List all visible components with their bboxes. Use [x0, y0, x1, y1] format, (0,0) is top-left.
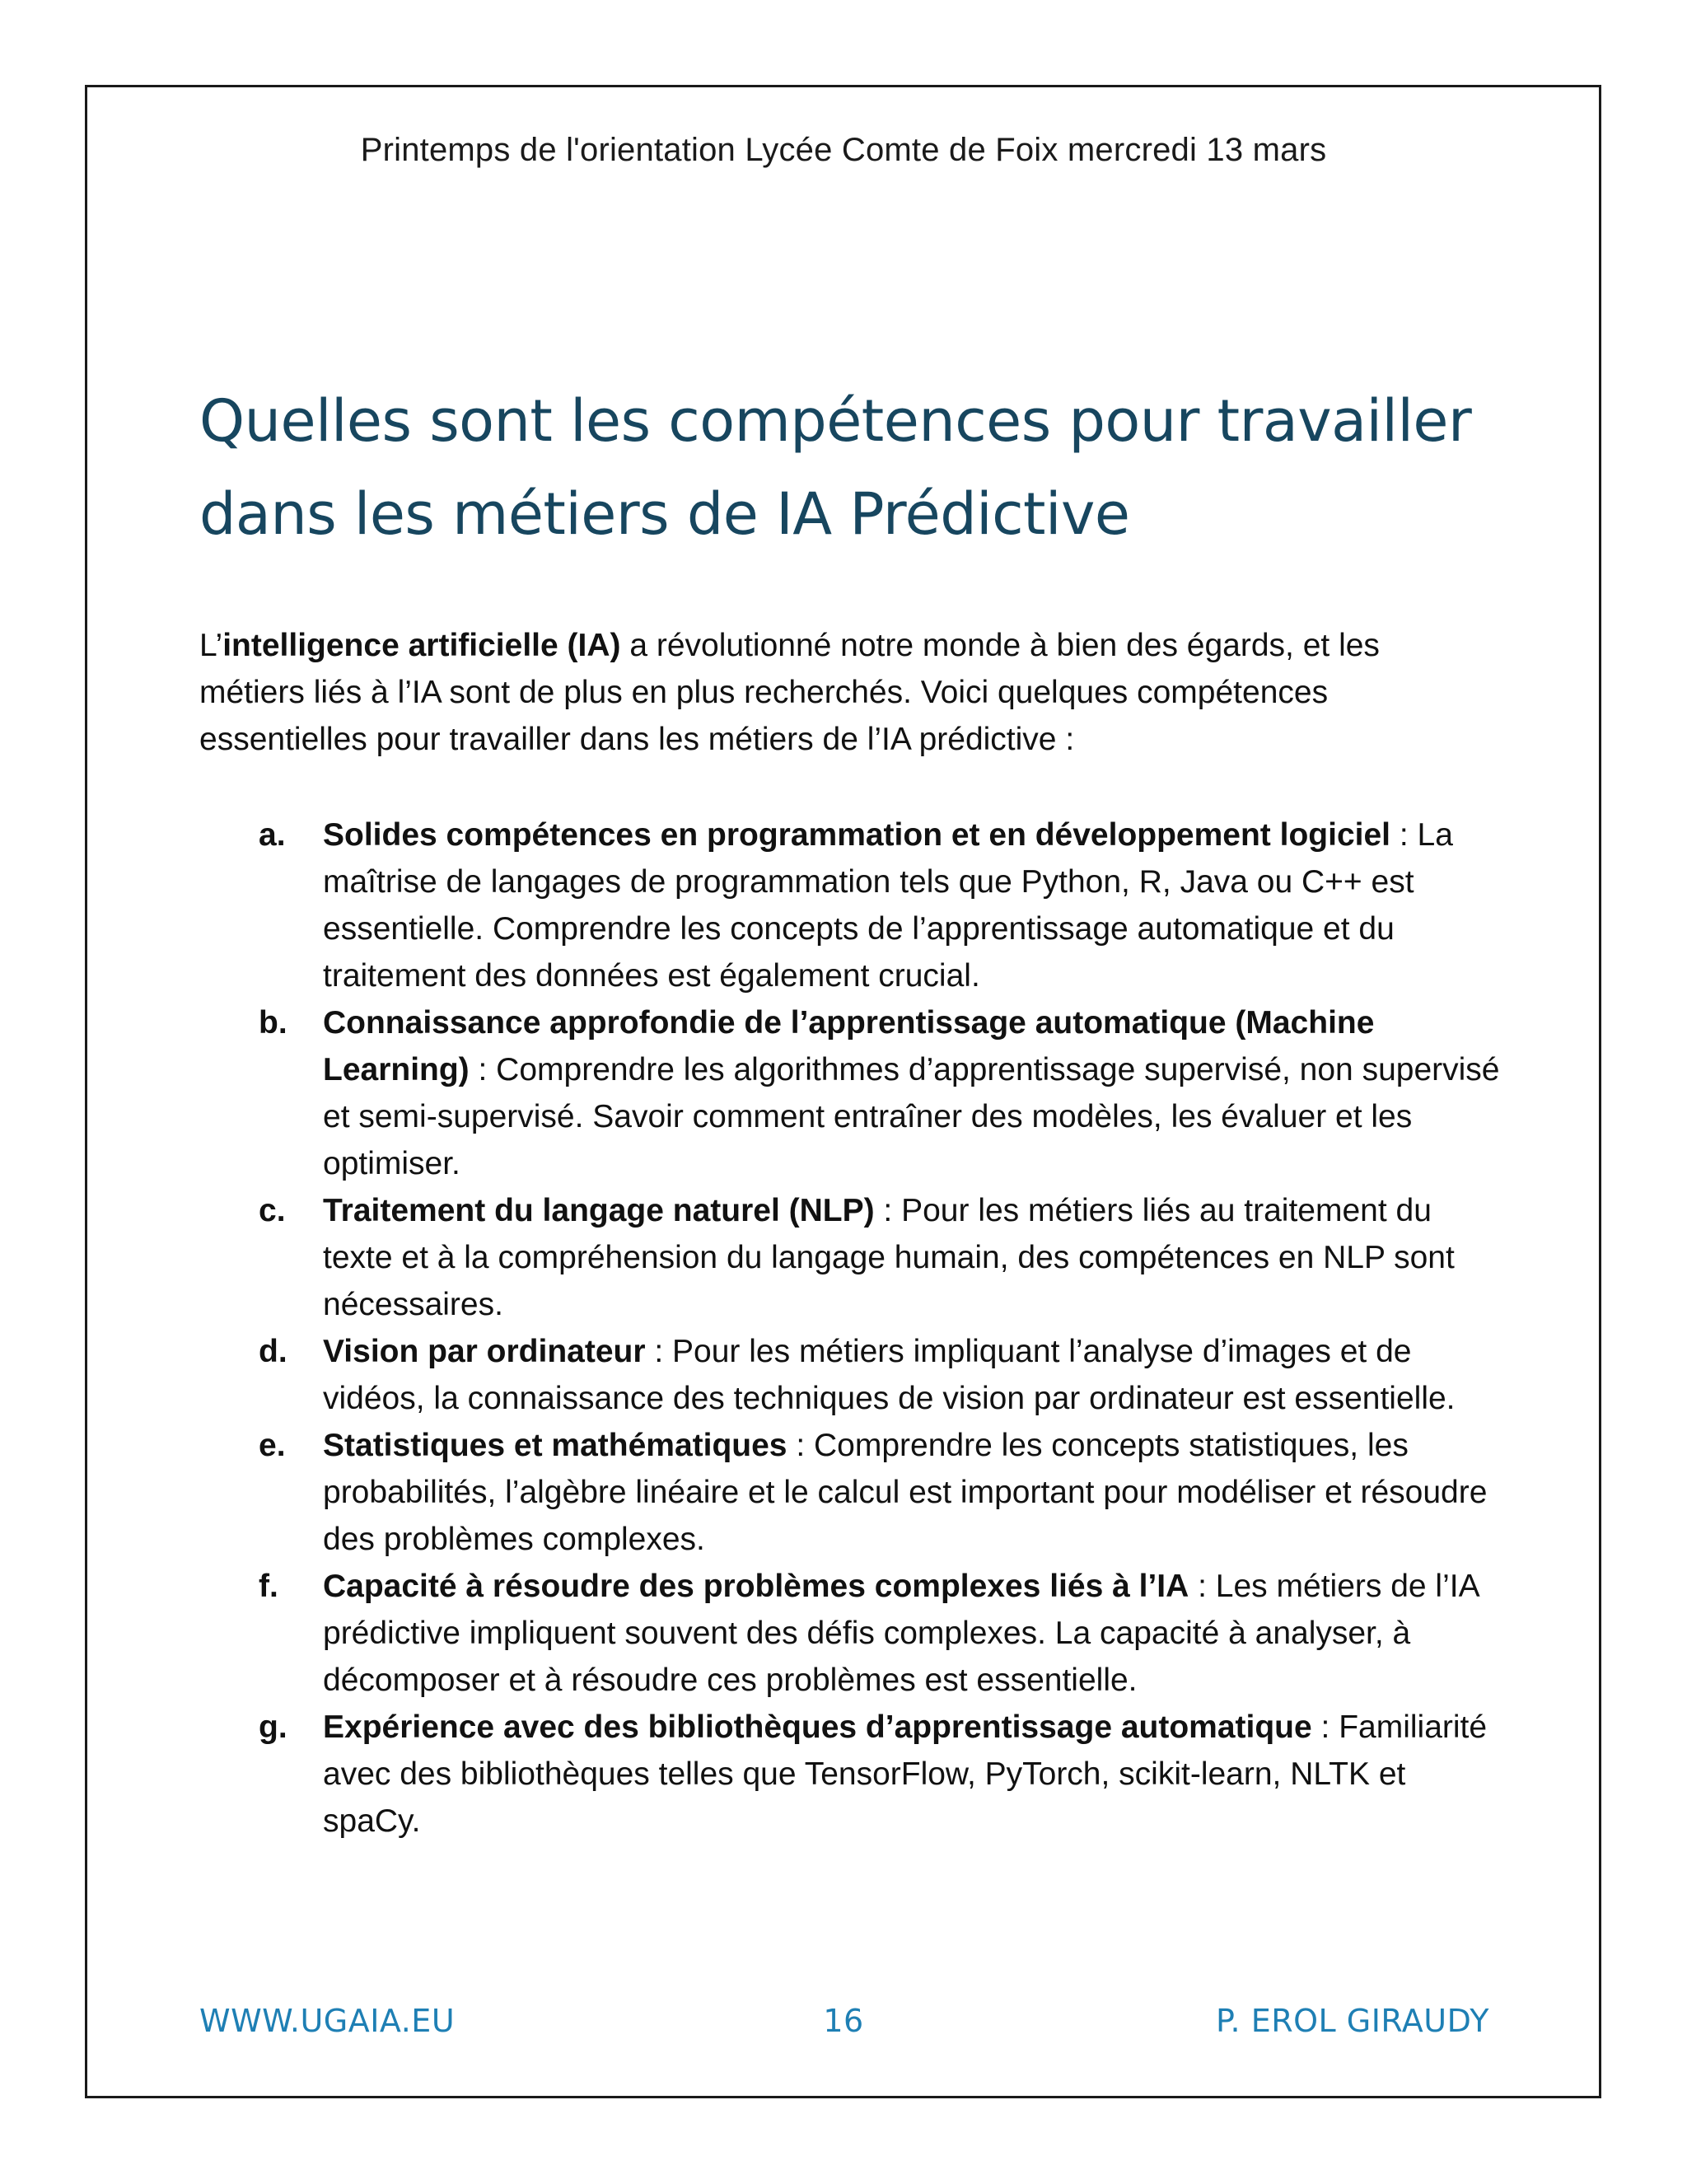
list-marker: c.	[259, 1193, 286, 1228]
intro-text-after: a révolutionné notre monde à bien des égards, et les métiers liés à l’IA sont de plus en plus recherchés. Voici quelques compétences essentielles pour travailler dans les métiers de l’IA prédictive :	[199, 628, 1380, 757]
skill-description: : Les métiers de l’IA prédictive impliquent souvent des défis complexes. La capacité à analyser, à décomposer et à résoudre ces problèmes est essentielle.	[323, 1569, 1479, 1698]
list-item	[199, 811, 1501, 999]
skill-description: : Comprendre les algorithmes d’apprentissage supervisé, non supervisé et semi-supervisé. Savoir comment entraîner des modèles, les évaluer et les optimiser.	[323, 1052, 1500, 1181]
skill-description: : Comprendre les concepts statistiques, les probabilités, l’algèbre linéaire et le calcul est important pour modéliser et résoudre des problèmes complexes.	[323, 1428, 1488, 1557]
list-marker: b.	[259, 1005, 287, 1041]
skill-title: Capacité à résoudre des problèmes complexes liés à l’IA	[323, 1569, 1189, 1604]
skill-description: : La maîtrise de langages de programmation tels que Python, R, Java ou C++ est essentielle. Comprendre les concepts de l’apprentissage automatique et du traitement des données est également crucial.	[323, 817, 1453, 994]
footer-website: WWW.UGAIA.EU	[199, 2003, 456, 2039]
list-item	[199, 1563, 1501, 1704]
footer-author: P. EROL GIRAUDY	[1216, 2003, 1489, 2039]
list-marker: f.	[259, 1569, 278, 1604]
list-marker: a.	[259, 817, 286, 853]
list-item	[199, 999, 1501, 1187]
skill-description: : Pour les métiers impliquant l’analyse d’images et de vidéos, la connaissance des techniques de vision par ordinateur est essentielle.	[323, 1334, 1456, 1416]
skill-description: : Pour les métiers liés au traitement du texte et à la compréhension du langage humain, des compétences en NLP sont nécessaires.	[323, 1193, 1455, 1322]
list-item	[199, 1187, 1501, 1328]
skill-title: Traitement du langage naturel (NLP)	[323, 1193, 875, 1228]
intro-text-before: L’	[199, 628, 223, 663]
list-item	[199, 1328, 1501, 1422]
list-item	[199, 1704, 1501, 1845]
list-item	[199, 1422, 1501, 1563]
list-marker: e.	[259, 1428, 286, 1463]
skill-title: Solides compétences en programmation et en développement logiciel	[323, 817, 1390, 853]
list-marker: d.	[259, 1334, 287, 1369]
page-title: Quelles sont les compétences pour travailler dans les métiers de IA Prédictive	[199, 387, 1472, 548]
skill-description: : Familiarité avec des bibliothèques telles que TensorFlow, PyTorch, scikit-learn, NLTK et spaCy.	[323, 1709, 1488, 1839]
skill-title: Expérience avec des bibliothèques d’apprentissage automatique	[323, 1709, 1312, 1745]
skill-title: Connaissance approfondie de l’apprentissage automatique (Machine Learning)	[323, 1005, 1375, 1087]
intro-paragraph	[199, 622, 1484, 763]
intro-bold-term: intelligence artificielle (IA)	[222, 628, 621, 663]
skill-title: Vision par ordinateur	[323, 1334, 646, 1369]
footer-page-number: 16	[823, 2003, 864, 2039]
skill-title: Statistiques et mathématiques	[323, 1428, 787, 1463]
list-marker: g.	[259, 1709, 287, 1745]
running-header: Printemps de l'orientation Lycée Comte de Foix mercredi 13 mars	[360, 132, 1327, 168]
skills-list	[199, 811, 1501, 1845]
